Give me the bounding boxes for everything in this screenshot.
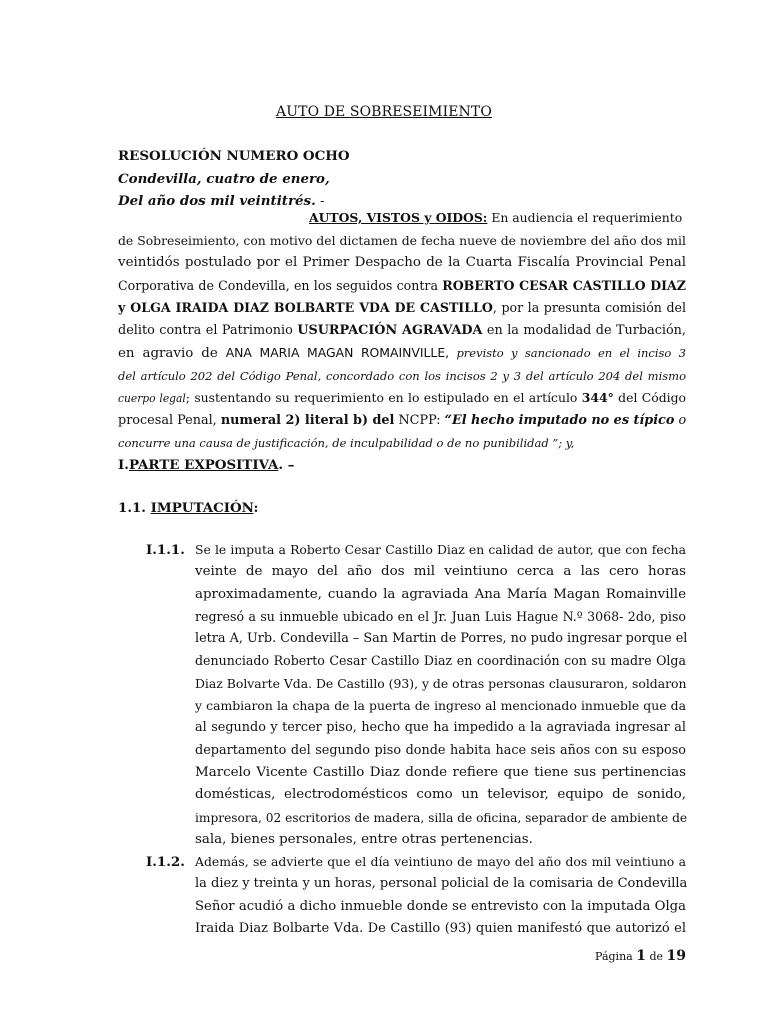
item-line: al segundo y tercer piso, hecho que ha impedido a la agraviada ingresar al: [195, 720, 686, 736]
item-paragraph-2: [195, 851, 686, 940]
intro-line-10: [118, 410, 686, 433]
intro-paragraph: [118, 207, 686, 455]
accused-name-2: y OLGA IRAIDA DIAZ BOLBARTE VDA DE CASTILLO: [118, 300, 493, 315]
intro-text: Corporativa de Condevilla, en los seguidos contra: [118, 277, 443, 293]
section-parte-expositiva: [118, 454, 686, 477]
current-page: 1: [636, 948, 646, 964]
item-line: impresora, 02 escritorios de madera, silla de oficina, separador de ambiente de: [195, 810, 688, 825]
intro-text: previsto y sancionado en el inciso 3: [449, 346, 686, 360]
intro-text: del Código: [613, 390, 686, 405]
intro-text: cuerpo legal: [118, 392, 186, 405]
quoted-rule: “El hecho imputado no es típico: [444, 412, 675, 428]
crime-name: USURPACIÓN AGRAVADA: [297, 322, 483, 338]
section-number: 1.1.: [118, 500, 151, 516]
autos-vistos-label: AUTOS, VISTOS y OIDOS:: [309, 210, 488, 225]
intro-line-2: de Sobreseimiento, con motivo del dictamen de fecha nueve de noviembre del año dos mil: [118, 232, 686, 248]
article-number: 344°: [581, 390, 614, 405]
intro-line-8: del artículo 202 del Código Penal, concordado con los incisos 2 y 3 del artículo 204 del mismo: [118, 368, 686, 383]
footer-de: de: [645, 950, 667, 963]
item-line: aproximadamente, cuando la agraviada Ana María Magan Romainville: [195, 586, 686, 602]
item-line: la diez y treinta y un horas, personal policial de la comisaria de Condevilla: [195, 876, 688, 892]
intro-text: NCPP:: [394, 412, 445, 428]
year-tail: -: [315, 194, 325, 209]
item-line: Se le imputa a Roberto Cesar Castillo Diaz en calidad de autor, que con fecha: [195, 542, 686, 557]
item-line: regresó a su inmueble ubicado en el Jr. Juan Luis Hague N.º 3068- 2do, piso: [195, 608, 686, 624]
intro-text: procesal Penal,: [118, 412, 221, 428]
year-text: Del año dos mil veintitrés.: [118, 193, 316, 209]
intro-line-9: [118, 387, 686, 410]
numeral-ref: numeral 2) literal b) del: [220, 412, 395, 428]
intro-line-1: [118, 207, 686, 230]
section-label: IMPUTACIÓN: [150, 500, 254, 516]
intro-line-5: [118, 297, 686, 320]
item-line: departamento del segundo piso donde habita hace seis años con su esposo: [195, 742, 686, 758]
footer-label: Página: [595, 950, 637, 963]
intro-text: o: [674, 412, 687, 428]
resolution-number: RESOLUCIÓN NUMERO OCHO: [118, 148, 350, 164]
item-line: sala, bienes personales, entre otras pertenencias.: [195, 831, 533, 847]
section-label: PARTE EXPOSITIVA: [128, 457, 279, 473]
item-line: Además, se advierte que el día veintiuno de mayo del año dos mil veintiuno a: [195, 854, 686, 869]
place-date: Condevilla, cuatro de enero,: [118, 170, 330, 187]
intro-line-11: concurre una causa de justificación, de inculpabilidad o de no punibilidad ”; y,: [118, 436, 575, 450]
section-imputacion: [118, 497, 686, 520]
item-number: I.1.1.: [146, 542, 185, 558]
accused-name-1: ROBERTO CESAR CASTILLO DIAZ: [442, 277, 686, 293]
item-paragraph-1: [195, 539, 686, 851]
item-line: Señor acudió a dicho inmueble donde se entrevisto con la imputada Olga: [195, 898, 686, 914]
section-tail: :: [253, 500, 259, 516]
intro-text: ; sustentando su requerimiento en lo estipulado en el artículo: [185, 390, 582, 405]
item-line: veinte de mayo del año dos mil veintiuno cerca a las cero horas: [195, 564, 686, 580]
section-tail: . –: [278, 457, 295, 473]
intro-text: en la modalidad de Turbación,: [482, 322, 686, 338]
total-pages: 19: [666, 948, 686, 964]
victim-name: ANA MARIA MAGAN ROMAINVILLE,: [225, 345, 450, 360]
document-title: AUTO DE SOBRESEIMIENTO: [276, 104, 492, 120]
intro-line-3: veintidós postulado por el Primer Despacho de la Cuarta Fiscalía Provincial Penal: [118, 255, 686, 270]
item-line: letra A, Urb. Condevilla – San Martin de Porres, no pudo ingresar porque el: [195, 631, 688, 647]
intro-text: en agravio de: [118, 346, 226, 361]
item-number: I.1.2.: [146, 854, 185, 870]
intro-line-7: [118, 342, 686, 365]
intro-text: , por la presunta comisión del: [492, 300, 687, 315]
intro-text: En audiencia el requerimiento: [487, 210, 683, 225]
item-line: denunciado Roberto Cesar Castillo Diaz en coordinación con su madre Olga: [195, 653, 686, 669]
page-footer: [595, 948, 686, 964]
resolution-header: [118, 145, 686, 213]
item-line: Marcelo Vicente Castillo Diaz donde refiere que tiene sus pertinencias: [195, 764, 686, 780]
intro-line-4: [118, 275, 686, 298]
section-number: I.: [118, 457, 129, 473]
item-line: domésticas, electrodomésticos como un televisor, equipo de sonido,: [195, 787, 686, 803]
intro-text: delito contra el Patrimonio: [118, 322, 298, 338]
intro-line-6: [118, 320, 686, 343]
item-line: Iraida Diaz Bolbarte Vda. De Castillo (93) quien manifestó que autorizó el: [195, 920, 686, 936]
item-line: y cambiaron la chapa de la puerta de ingreso al mencionado inmueble que da: [195, 698, 686, 714]
item-line: Diaz Bolvarte Vda. De Castillo (93), y de otras personas clausuraron, soldaron: [195, 675, 687, 691]
